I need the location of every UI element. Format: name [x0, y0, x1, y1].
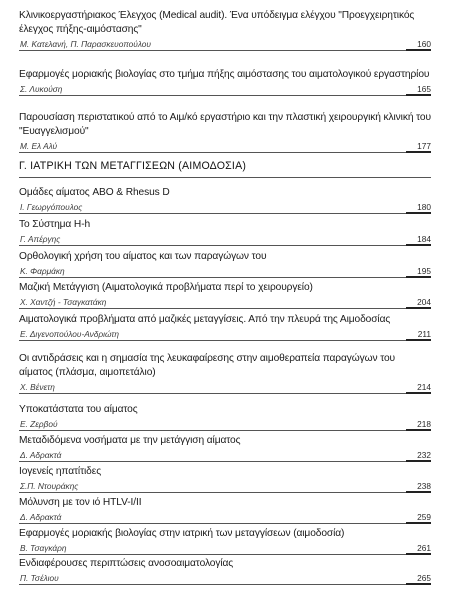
toc-entry[interactable] [19, 465, 431, 493]
entry-divider [19, 523, 431, 524]
entry-divider [19, 308, 431, 309]
toc-entry-meta [19, 328, 431, 341]
toc-entry-title: Ομάδες αίματος ABO & Rhesus D [19, 187, 170, 198]
entry-divider [19, 461, 431, 462]
toc-entry-author: Μ. Ελ Αλύ [20, 141, 58, 151]
toc-entry-page-number: 238 [417, 481, 431, 491]
toc-entry-title: Ορθολογική χρήση του αίματος και των παραγώγων του [19, 251, 267, 262]
toc-entry-title: Υποκατάστατα του αίματος [19, 404, 138, 415]
toc-entry-author: Ι. Γεωργόπουλος [20, 202, 83, 212]
toc-entry-meta [19, 296, 431, 309]
toc-entry-title: Εφαρμογές μοριακής βιολογίας στην ιατρική των μεταγγίσεων (αιμοδοσία) [19, 528, 345, 539]
toc-entry[interactable] [19, 186, 431, 214]
toc-entry-title: Το Σύστημα H-h [19, 219, 91, 230]
toc-entry[interactable] [19, 496, 431, 524]
toc-entry-page-number: 214 [417, 382, 431, 392]
toc-entry-meta [19, 381, 431, 394]
toc-entry[interactable] [19, 403, 431, 431]
toc-entry-page-number: 211 [417, 329, 431, 339]
toc-entry-meta [19, 233, 431, 246]
toc-entry-title: Αιματολογικά προβλήματα από μαζικές μεταγγίσεις. Από την πλευρά της Αιμοδοσίας [19, 314, 391, 325]
toc-entry[interactable] [19, 557, 431, 585]
toc-entry-meta [19, 83, 431, 96]
entry-divider [19, 152, 431, 153]
entry-divider [19, 393, 431, 394]
toc-entry-author: Π. Τσέλιου [20, 573, 59, 583]
entry-divider [19, 213, 431, 214]
toc-entry-title: Παρουσίαση περιστατικού από το Αιμ/κό εργαστήριο και την πλαστική χειρουργική κλινική του "Ευαγγελισμού" [19, 112, 431, 137]
toc-entry[interactable] [19, 313, 431, 341]
toc-entry-author: Γ. Απέργης [20, 234, 61, 244]
toc-entry-meta [19, 511, 431, 524]
toc-entry[interactable] [19, 281, 431, 309]
entry-divider [19, 492, 431, 493]
toc-entry-meta [19, 140, 431, 153]
toc-entry-title: Ιογενείς ηπατίτιδες [19, 466, 102, 477]
toc-entry-author: Ε. Ζερβού [20, 419, 58, 429]
toc-entry-author: Σ. Λυκούση [20, 84, 63, 94]
toc-entry-title: Ενδιαφέρουσες περιπτώσεις ανοσοαιματολογίας [19, 558, 234, 569]
toc-entry-page-number: 195 [417, 266, 431, 276]
toc-entry-page-number: 265 [417, 573, 431, 583]
entry-divider [19, 584, 431, 585]
toc-entry-meta [19, 542, 431, 555]
section-heading: Γ. ΙΑΤΡΙΚΗ ΤΩΝ ΜΕΤΑΓΓΙΣΕΩΝ (ΑΙΜΟΔΟΣΙΑ) [19, 160, 247, 172]
toc-entry-title: Οι αντιδράσεις και η σημασία της λευκαφαίρεσης στην αιμοθεραπεία παραγώγων του αίματος (πλάσμα, αιμοπετάλιο) [19, 353, 396, 378]
toc-entry-title: Μαζική Μετάγγιση (Αιματολογικά προβλήματα περί το χειρουργείο) [19, 282, 313, 293]
toc-entry-page-number: 160 [417, 39, 431, 49]
toc-entry-page-number: 218 [417, 419, 431, 429]
toc-entry-meta [19, 572, 431, 585]
toc-entry-page-number: 177 [417, 141, 431, 151]
toc-entry-meta [19, 480, 431, 493]
toc-entry-page-number: 180 [417, 202, 431, 212]
entry-divider [19, 430, 431, 431]
toc-entry-page-number: 165 [417, 84, 431, 94]
toc-entry-title: Εφαρμογές μοριακής βιολογίας στο τμήμα πήξης αιμόστασης του αιματολογικού εργαστηρίου [19, 69, 430, 80]
toc-entry-author: Χ. Βένετη [20, 382, 55, 392]
toc-entry[interactable] [19, 352, 431, 394]
entry-divider [19, 554, 431, 555]
toc-entry-page-number: 232 [417, 450, 431, 460]
toc-entry[interactable] [19, 218, 431, 246]
toc-entry-meta [19, 449, 431, 462]
entry-divider [19, 340, 431, 341]
toc-entry-title: Μεταδιδόμενα νοσήματα με την μετάγγιση αίματος [19, 435, 241, 446]
entry-divider [19, 95, 431, 96]
toc-entry[interactable] [19, 527, 431, 555]
toc-entry-author: Σ.Π. Ντουράκης [20, 481, 79, 491]
toc-entry[interactable] [19, 111, 431, 153]
toc-entry-meta [19, 38, 431, 51]
toc-entry-page-number: 261 [417, 543, 431, 553]
toc-entry-author: Χ. Χαντζή - Τσαγκατάκη [20, 297, 107, 307]
entry-divider [19, 245, 431, 246]
section-heading-rule [19, 177, 431, 178]
toc-entry-author: Β. Τσαγκάρη [20, 543, 67, 553]
toc-entry-meta [19, 418, 431, 431]
toc-entry-meta [19, 265, 431, 278]
toc-entry-page-number: 184 [417, 234, 431, 244]
toc-entry-author: Μ. Κατελανή, Π. Παρασκευοπούλου [20, 39, 151, 49]
entry-divider [19, 50, 431, 51]
toc-entry-author: Δ. Αδρακτά [20, 512, 62, 522]
toc-entry-author: Ε. Διγενοπούλου-Ανδριώτη [20, 329, 119, 339]
toc-entry-meta [19, 201, 431, 214]
toc-entry[interactable] [19, 250, 431, 278]
toc-entry-author: Δ. Αδρακτά [20, 450, 62, 460]
toc-entry-page-number: 259 [417, 512, 431, 522]
toc-entry-page-number: 204 [417, 297, 431, 307]
toc-entry-author: Κ. Φαρμάκη [20, 266, 65, 276]
toc-entry-title: Μόλυνση με τον ιό HTLV-I/II [19, 497, 142, 508]
toc-entry[interactable] [19, 9, 431, 51]
toc-entry[interactable] [19, 68, 431, 96]
entry-divider [19, 277, 431, 278]
toc-entry-title: Κλινικοεργαστήριακος Έλεγχος (Medical audit). Ένα υπόδειγμα ελέγχου "Προεγχειρητικός έλεγχος πήξης-αιμόστασης" [19, 10, 415, 35]
toc-entry[interactable] [19, 434, 431, 462]
